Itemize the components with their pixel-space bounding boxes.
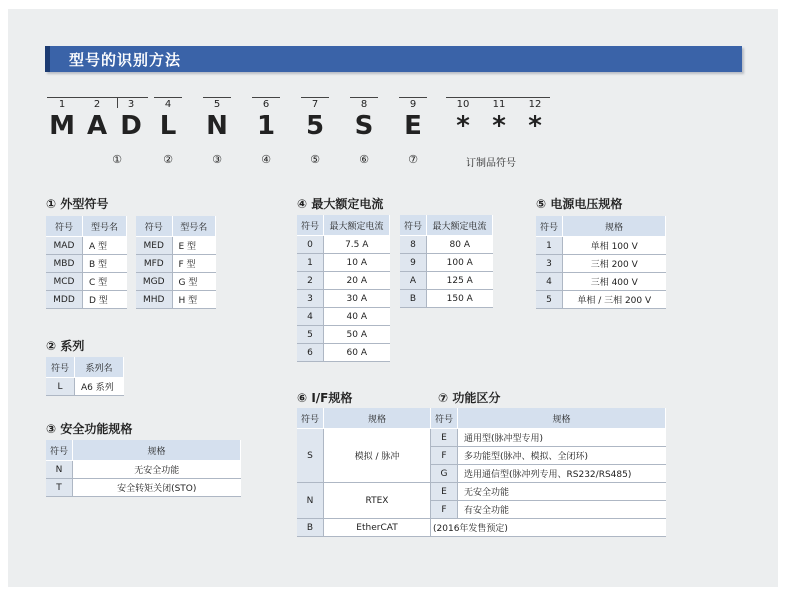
table-row: T 安全转矩关闭(STO) (46, 479, 241, 497)
voltage-table (536, 216, 666, 309)
table-row: MED E 型 (136, 237, 216, 255)
section-title-bar (45, 46, 742, 72)
col-header: 规格 (73, 440, 241, 461)
table-row: 1 10 A (297, 254, 390, 272)
code-letter: N (206, 111, 228, 141)
col-header: 符号 (46, 357, 74, 378)
group-overline (301, 97, 329, 98)
table-row: S 模拟 / 脉冲 E 通用型(脉冲型专用) (297, 429, 666, 447)
position-index: 5 (213, 99, 221, 110)
table-row: G 选用通信型(脉冲列专用、RS232/RS485) (297, 465, 666, 483)
code-letter: 1 (256, 111, 276, 141)
col-header: 符号 (46, 216, 82, 237)
position-index: 11 (492, 99, 506, 110)
shape-table-right (136, 216, 216, 309)
shape-title: ① 外型符号 (46, 197, 109, 211)
voltage-title: ⑤ 电源电压规格 (536, 197, 623, 211)
table-row: 3 30 A (297, 290, 390, 308)
interface-title: ⑥ I/F规格 (297, 391, 353, 405)
col-header: 符号 (297, 408, 324, 429)
code-letter: A (86, 111, 108, 141)
code-letter: * (492, 111, 506, 141)
table-row: 4 40 A (297, 308, 390, 326)
interface-function-table (297, 408, 666, 537)
col-header: 最大额定电流 (427, 215, 493, 236)
col-header: 型号名 (172, 216, 216, 237)
col-header: 规格 (563, 216, 666, 237)
divider-tick (117, 97, 118, 108)
code-letter: E (404, 111, 422, 141)
table-row: 1 单相 100 V (536, 237, 666, 255)
table-row: F 多功能型(脉冲、模拟、全闭环) (297, 447, 666, 465)
field-marker: ⑤ (310, 153, 320, 166)
table-row: B 150 A (400, 290, 493, 308)
col-header: 系列名 (74, 357, 123, 378)
table-row: MDD D 型 (46, 291, 127, 309)
series-title: ② 系列 (46, 339, 85, 353)
table-row: 3 三相 200 V (536, 255, 666, 273)
group-overline (446, 97, 550, 98)
col-header: 最大额定电流 (324, 215, 390, 236)
code-letter: S (354, 111, 374, 141)
table-row: 2 20 A (297, 272, 390, 290)
table-row: MCD C 型 (46, 273, 127, 291)
col-header: 型号名 (82, 216, 126, 237)
current-title: ④ 最大额定电流 (297, 197, 384, 211)
series-table (46, 357, 124, 396)
position-index: 8 (360, 99, 368, 110)
table-row: 6 60 A (297, 344, 390, 362)
table-row: MGD G 型 (136, 273, 216, 291)
position-index: 12 (528, 99, 542, 110)
table-row: B EtherCAT (2016年发售预定) (297, 519, 666, 537)
table-row: MBD B 型 (46, 255, 127, 273)
table-row: MAD A 型 (46, 237, 127, 255)
table-row: 4 三相 400 V (536, 273, 666, 291)
field-marker: ⑥ (359, 153, 369, 166)
safety-table (46, 440, 241, 497)
field-marker: ① (112, 153, 122, 166)
code-letter: D (120, 111, 142, 141)
table-row: 5 50 A (297, 326, 390, 344)
safety-title: ③ 安全功能规格 (46, 422, 133, 436)
table-row: 0 7.5 A (297, 236, 390, 254)
group-overline (399, 97, 427, 98)
group-overline (154, 97, 182, 98)
table-row: MFD F 型 (136, 255, 216, 273)
table-row: A 125 A (400, 272, 493, 290)
code-letter: 5 (305, 111, 325, 141)
current-table-left (297, 215, 390, 362)
table-row: 5 单相 / 三相 200 V (536, 291, 666, 309)
field-marker: ⑦ (408, 153, 418, 166)
group-overline (203, 97, 231, 98)
table-row: L A6 系列 (46, 378, 124, 396)
code-letter: * (456, 111, 470, 141)
code-letter: L (159, 111, 177, 141)
position-index: 9 (409, 99, 417, 110)
table-row: N 无安全功能 (46, 461, 241, 479)
table-row: 8 80 A (400, 236, 493, 254)
col-header: 规格 (458, 408, 666, 429)
field-marker: ② (163, 153, 173, 166)
col-header: 符号 (431, 408, 458, 429)
position-index: 2 (93, 99, 101, 110)
custom-product-label: 订制品符号 (466, 158, 516, 169)
table-row: MHD H 型 (136, 291, 216, 309)
col-header: 符号 (136, 216, 172, 237)
col-header: 符号 (46, 440, 73, 461)
group-overline (350, 97, 378, 98)
position-index: 7 (311, 99, 319, 110)
position-index: 1 (58, 99, 66, 110)
group-overline (47, 97, 148, 98)
current-table-right (400, 215, 493, 308)
code-letter: M (49, 111, 75, 141)
position-index: 4 (164, 99, 172, 110)
col-header: 符号 (400, 215, 427, 236)
title-accent (45, 46, 50, 72)
col-header: 符号 (536, 216, 563, 237)
table-row: 9 100 A (400, 254, 493, 272)
group-overline (252, 97, 280, 98)
col-header: 规格 (324, 408, 431, 429)
field-marker: ③ (212, 153, 222, 166)
position-index: 6 (262, 99, 270, 110)
page-title: 型号的识别方法 (69, 51, 182, 69)
function-title: ⑦ 功能区分 (438, 391, 501, 405)
position-index: 3 (127, 99, 135, 110)
position-index: 10 (456, 99, 470, 110)
table-row: N RTEX E 无安全功能 (297, 483, 666, 501)
field-marker: ④ (261, 153, 271, 166)
col-header: 符号 (297, 215, 324, 236)
code-letter: * (528, 111, 542, 141)
shape-table-left (46, 216, 127, 309)
table-row: F 有安全功能 (297, 501, 666, 519)
